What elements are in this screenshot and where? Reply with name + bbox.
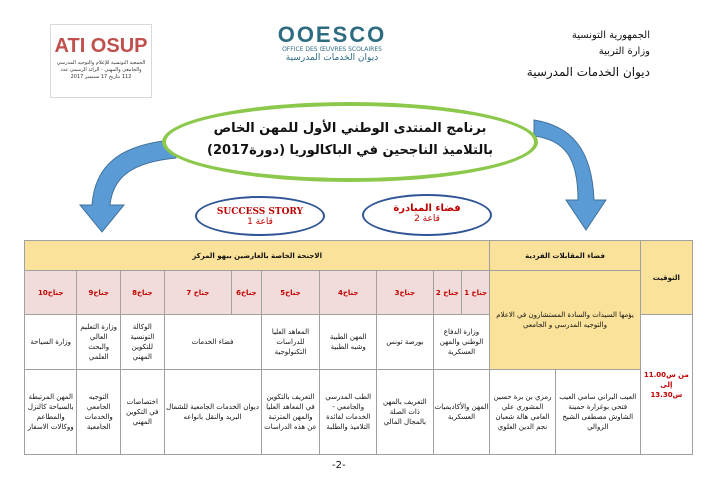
org-wings-6-7: فضاء الخدمات	[164, 315, 261, 369]
page-number: -2-	[332, 460, 346, 471]
initiative-space-oval	[362, 194, 492, 236]
wing-1: جناح 1	[462, 271, 490, 315]
time-slot	[640, 315, 692, 455]
ooesco-logo-arabic: ديوان الخدمات المدرسية	[285, 53, 379, 63]
time-to: إلى	[660, 380, 673, 389]
schedule-table	[24, 240, 693, 455]
topic-wing-3: التعريف بالمهن ذات الصلة بالمجال المالي	[377, 369, 434, 454]
letterhead-republic: الجمهورية التونسية	[571, 30, 650, 41]
org-wings-1-2: وزارة الدفاع الوطني والمهن العسكرية	[433, 315, 490, 369]
topic-wings-1-2: المهن والأكاديميات العسكرية	[433, 369, 490, 454]
initiative-space-room: قاعة 2	[414, 214, 440, 224]
letterhead-ministry: وزارة التربية	[598, 46, 650, 57]
topic-wing-4: الطب المدرسي والجامعي - الخدمات لفائدة التلاميذ والطلبة	[320, 369, 377, 454]
topic-wing-8: اختصاصات في التكوين المهني	[121, 369, 165, 454]
counselors-list-a: العيب البراني سامي العيب فتحي بوغرارة حمينة الشاوش مصطفى الشيخ الزوالي	[555, 369, 640, 454]
ati-logo-caption: الجمعية التونسية للإعلام والتوجيه المدرسي والجامعي والمهني - الرائد الرسمي عدد 112 بتاريخ 17 سبتمبر 2017	[56, 60, 146, 80]
wing-2: جناح 2	[433, 271, 461, 315]
success-story-room: قاعة 1	[247, 217, 273, 227]
initiative-space-label: فضاء المبادرة	[393, 203, 461, 214]
org-wing-10: وزارة السياحة	[25, 315, 77, 369]
org-wing-3: بورصة تونس	[377, 315, 434, 369]
time-end: س13.30	[650, 390, 683, 399]
wing-8: جناح8	[121, 271, 165, 315]
interviews-header: فضاء المقابلات الفردية	[490, 241, 640, 271]
topic-wing-10: المهن المرتبطة بالسياحة كالنزل والمطاعم ووكالات الاسفار	[25, 369, 77, 454]
timing-header: التوقيت	[640, 241, 692, 315]
topic-wing-9: التوجيه الجامعي والخدمات الجامعية	[77, 369, 121, 454]
org-wing-5: المعاهد العليا للدراسات التكنولوجية	[261, 315, 320, 369]
wing-6: جناح6	[232, 271, 261, 315]
wings-header: الاجنحة الخاصة بالعارضين ببهو المركز	[25, 241, 490, 271]
program-title-line1: برنامج المنتدى الوطني الأول للمهن الخاص	[213, 121, 487, 136]
ooesco-logo-mark: OOESCO	[277, 22, 387, 47]
counselors-list-b: رمزي بن برة حسين المشوري علي العامي هالة شعبان نجم الدين العلوي	[490, 369, 555, 454]
program-title-line2: بالتلاميذ الناجحين في الباكالوريا (دورة2017)	[207, 143, 493, 158]
time-start: من س11.00	[643, 370, 689, 379]
ooesco-logo-french: OFFICE DES ŒUVRES SCOLAIRES	[282, 46, 382, 53]
wing-9: جناح9	[77, 271, 121, 315]
success-story-oval	[195, 196, 325, 236]
wing-3: جناح3	[377, 271, 434, 315]
letterhead-office: ديوان الخدمات المدرسية	[526, 65, 650, 79]
program-title-ellipse	[162, 102, 538, 182]
success-story-label: SUCCESS STORY	[216, 207, 304, 217]
wing-5: جناح5	[261, 271, 320, 315]
left-arrow-icon	[80, 140, 176, 232]
wing-7: جناح 7	[164, 271, 232, 315]
wing-10: جناح10	[25, 271, 77, 315]
org-wing-4: المهن الطبية وشبه الطبية	[320, 315, 377, 369]
right-arrow-icon	[534, 120, 606, 230]
org-wing-8: الوكالة التونسية للتكوين المهني	[121, 315, 165, 369]
ati-logo-mark: ATI OSUP	[54, 35, 148, 57]
wing-4: جناح4	[320, 271, 377, 315]
topic-wing-5: التعريف بالتكوين في المعاهد العليا والمهن المترتبة عن هذه الدراسات	[261, 369, 320, 454]
org-wing-9: وزارة التعليم العالي والبحث العلمي	[77, 315, 121, 369]
topic-wings-6-7: ديوان الخدمات الجامعية للشمال البريد والنقل بانواعه	[164, 369, 261, 454]
interviews-description: يؤمها السيدات والسادة المستشارون في الاعلام والتوجيه المدرسي و الجامعي	[490, 271, 640, 369]
